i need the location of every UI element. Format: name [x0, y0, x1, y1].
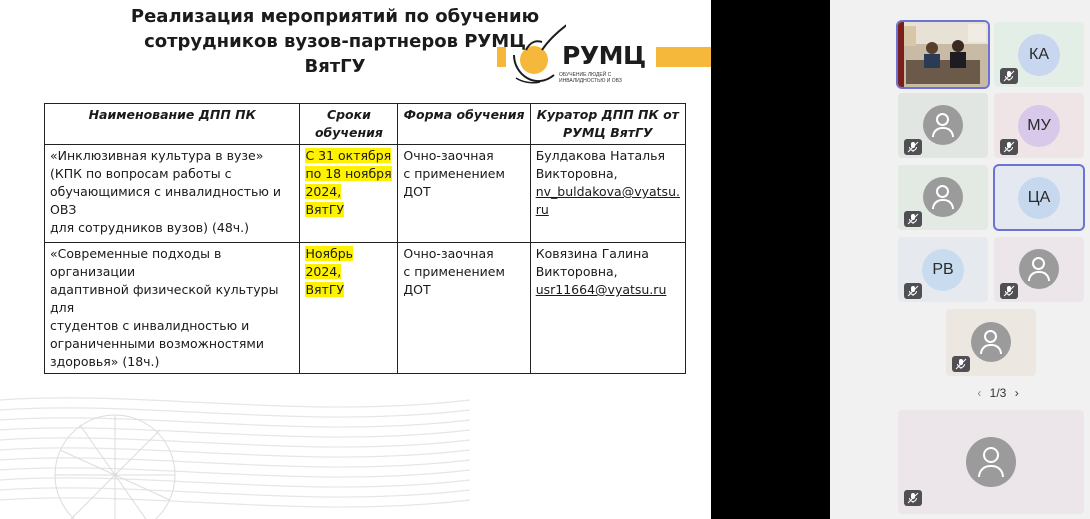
participant-initials: МУ	[1018, 105, 1060, 147]
curator-name-line: Булдакова Наталья	[535, 148, 666, 163]
user-avatar-icon	[923, 177, 963, 217]
curator-name-line: Ковязина Галина	[535, 246, 649, 261]
user-avatar-icon	[966, 437, 1016, 487]
form-line: с применением ДОТ	[403, 166, 505, 199]
self-view-tile[interactable]	[898, 410, 1084, 514]
participants-pager	[958, 384, 1038, 402]
slide-title-line-1: Реализация мероприятий по обучению	[130, 6, 540, 27]
form-line: Очно-заочная	[403, 246, 494, 261]
participant-tile[interactable]	[994, 22, 1084, 87]
header-dates: Сроки обучения	[300, 104, 398, 145]
table-header-row	[45, 104, 686, 145]
dates-line: Ноябрь 2024,	[305, 246, 354, 279]
program-name-line: обучающимися с инвалидностью и ОВЗ	[50, 184, 282, 217]
curator-name-line: Викторовна,	[535, 166, 618, 181]
participant-tile[interactable]	[994, 237, 1084, 302]
table-row	[45, 145, 686, 243]
participant-initials: КА	[1018, 34, 1060, 76]
decorative-lines-graphic	[0, 380, 711, 519]
form-line: Очно-заочная	[403, 148, 494, 163]
participant-tile-speaking[interactable]	[995, 166, 1083, 229]
program-name-line: ограниченными возможностями	[50, 336, 264, 351]
program-name-line: (КПК по вопросам работы с	[50, 166, 232, 181]
participants-panel	[830, 0, 1090, 519]
rumc-logo-text: РУМЦ	[562, 41, 646, 70]
program-name-line: студентов с инвалидностью и	[50, 318, 250, 333]
rumc-logo-subtitle: ОБУЧЕНИЕ ЛЮДЕЙ С ИНВАЛИДНОСТЬЮ И ОВЗ	[559, 72, 622, 84]
dates-line: 2024,	[305, 184, 342, 199]
dates-line: ВятГУ	[305, 202, 345, 217]
table-row	[45, 243, 686, 374]
participant-tile[interactable]	[898, 237, 988, 302]
user-avatar-icon	[923, 105, 963, 145]
video-letterbox	[711, 0, 830, 519]
participant-initials: РВ	[922, 249, 964, 291]
mic-off-icon	[952, 356, 970, 372]
slide-title-line-2: сотрудников вузов-партнеров РУМЦ ВятГУ	[144, 31, 526, 77]
dates-cell	[300, 145, 398, 243]
programs-table	[44, 103, 686, 374]
user-avatar-icon	[971, 322, 1011, 362]
mic-off-icon	[1000, 68, 1018, 84]
mic-off-icon	[904, 283, 922, 299]
participant-tile[interactable]	[994, 93, 1084, 158]
program-name-line: адаптивной физической культуры для	[50, 282, 279, 315]
participant-tile[interactable]	[898, 165, 988, 230]
curator-cell	[530, 145, 685, 243]
slide-title	[120, 4, 550, 79]
dates-line: ВятГУ	[305, 282, 345, 297]
mic-off-icon	[1000, 139, 1018, 155]
page-indicator: 1/3	[989, 386, 1007, 400]
program-name-line: для сотрудников вузов) (48ч.)	[50, 220, 250, 235]
mic-off-icon	[1000, 283, 1018, 299]
mic-off-icon	[904, 211, 922, 227]
program-name-cell	[45, 145, 300, 243]
header-form: Форма обучения	[398, 104, 530, 145]
form-cell	[398, 145, 530, 243]
chevron-left-icon[interactable]: ‹	[977, 386, 982, 400]
curator-email-link[interactable]: ru	[535, 202, 549, 217]
participant-tile-video[interactable]	[898, 22, 988, 87]
curator-email-link[interactable]: usr11664@vyatsu.ru	[535, 282, 667, 297]
form-line: с применением ДОТ	[403, 264, 505, 297]
mic-off-icon	[904, 139, 922, 155]
program-name-cell	[45, 243, 300, 374]
header-curator: Куратор ДПП ПК от РУМЦ ВятГУ	[530, 104, 685, 145]
mic-off-icon	[904, 490, 922, 506]
program-name-line: здоровья» (18ч.)	[50, 354, 160, 369]
participant-initials: ЦА	[1018, 177, 1060, 219]
dates-line: С 31 октября	[305, 148, 392, 163]
header-program-name: Наименование ДПП ПК	[45, 104, 300, 145]
program-name-line: «Современные подходы в организации	[50, 246, 222, 279]
curator-cell	[530, 243, 685, 374]
chevron-right-icon[interactable]: ›	[1014, 386, 1019, 400]
curator-name-line: Викторовна,	[535, 264, 618, 279]
participant-video-feed	[898, 22, 988, 87]
dates-cell	[300, 243, 398, 374]
participant-tile[interactable]	[946, 309, 1036, 376]
dates-line: по 18 ноября	[305, 166, 392, 181]
program-name-line: «Инклюзивная культура в вузе»	[50, 148, 264, 163]
participant-tile[interactable]	[898, 93, 988, 158]
form-cell	[398, 243, 530, 374]
curator-email-link[interactable]: nv_buldakova@vyatsu.	[535, 184, 680, 199]
user-avatar-icon	[1019, 249, 1059, 289]
